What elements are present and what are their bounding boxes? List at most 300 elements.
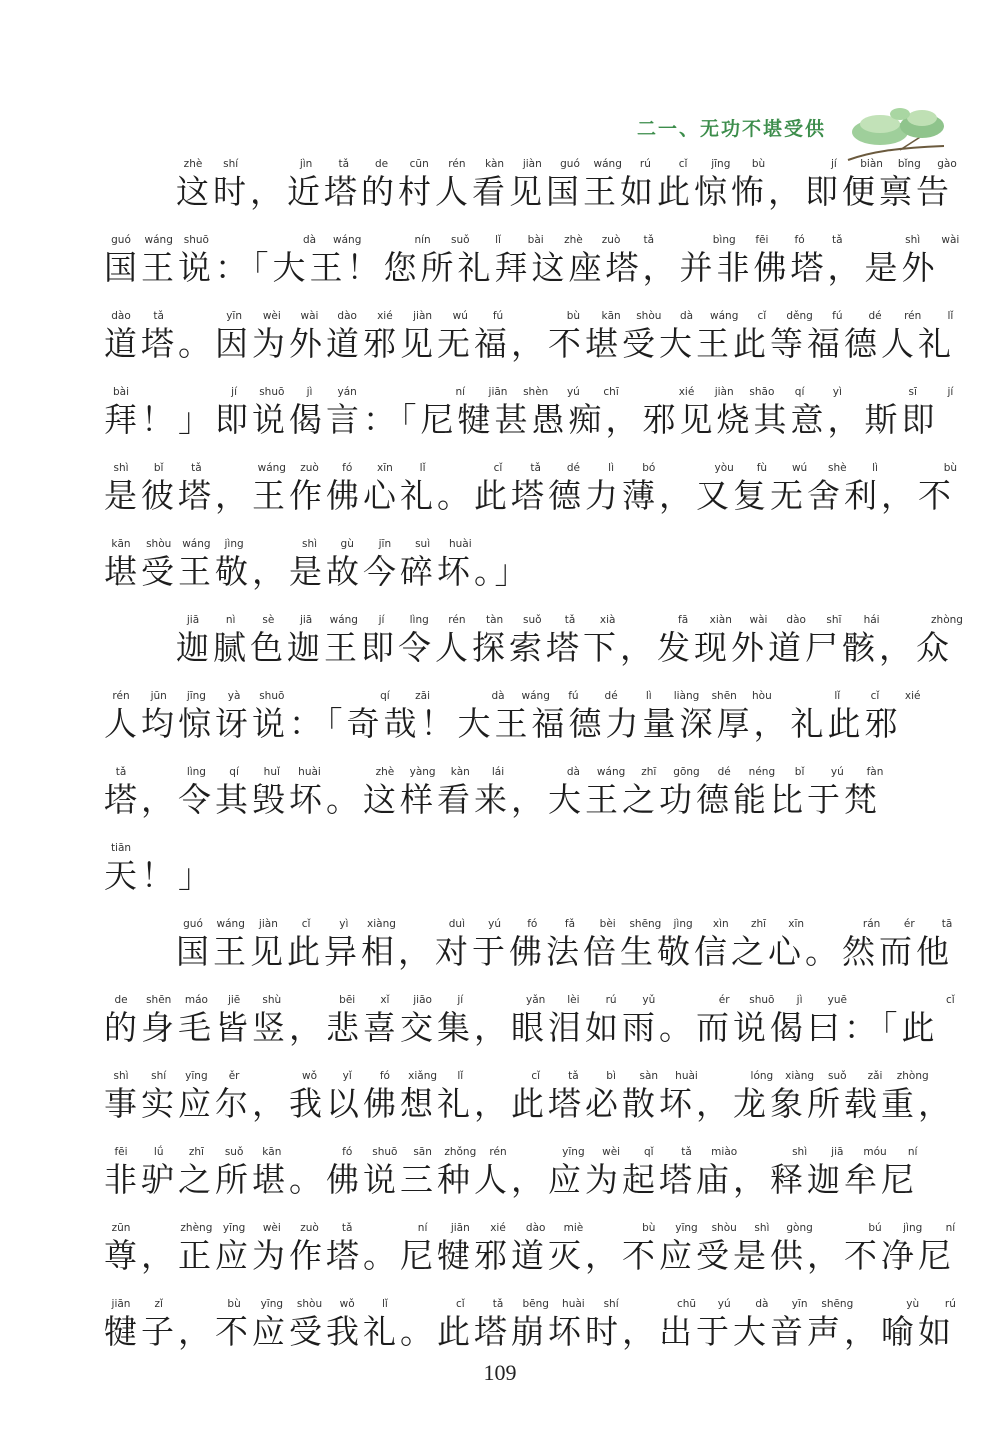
pinyin-syllable: xié xyxy=(904,690,921,702)
pinyin-syllable: zūn xyxy=(111,1222,131,1234)
pinyin-syllable: zuò xyxy=(601,234,621,246)
pinyin-syllable: bǐ xyxy=(794,766,805,778)
pinyin-syllable: zhī xyxy=(750,918,767,930)
text-line xyxy=(104,454,958,530)
pinyin-syllable: fǎ xyxy=(564,918,576,930)
pinyin-syllable: rén xyxy=(489,1146,507,1158)
pinyin-syllable: fú xyxy=(832,310,843,322)
pinyin-syllable: shuō xyxy=(259,690,285,702)
page-number: 109 xyxy=(483,1360,517,1385)
pinyin-syllable: fó xyxy=(342,462,353,474)
pinyin-syllable: cǐ xyxy=(301,918,311,930)
pinyin-syllable: lóng xyxy=(750,1070,774,1082)
pinyin-syllable: ér xyxy=(903,918,915,930)
pinyin-syllable: dào xyxy=(337,310,357,322)
chinese-text: 天！」 xyxy=(104,856,215,895)
pinyin-syllable: bēng xyxy=(522,1298,549,1310)
pinyin-syllable: yú xyxy=(830,766,844,778)
pinyin-row xyxy=(104,234,960,248)
pinyin-syllable: yà xyxy=(227,690,241,702)
pinyin-syllable: qí xyxy=(380,690,390,702)
pinyin-syllable: jí xyxy=(947,386,954,398)
pinyin-syllable: ní xyxy=(945,1222,956,1234)
pinyin-syllable: xiǎng xyxy=(408,1070,438,1082)
pinyin-syllable: tǎ xyxy=(338,158,350,170)
pinyin-syllable: huài xyxy=(298,766,321,778)
pinyin-syllable: suǒ xyxy=(224,1146,244,1158)
pinyin-syllable: shì xyxy=(113,462,129,474)
pinyin-syllable: wài xyxy=(749,614,768,626)
pinyin-syllable: xiàn xyxy=(709,614,732,626)
pinyin-syllable: yú xyxy=(488,918,502,930)
pinyin-syllable: fó xyxy=(342,1146,353,1158)
pinyin-syllable: yīng xyxy=(260,1298,284,1310)
pinyin-syllable: jīng xyxy=(711,158,731,170)
pinyin-syllable: jiàn xyxy=(714,386,734,398)
pinyin-syllable: lìng xyxy=(409,614,429,626)
pinyin-syllable: rú xyxy=(944,1298,956,1310)
pinyin-syllable: lèi xyxy=(567,994,580,1006)
pinyin-syllable: wáng xyxy=(596,766,626,778)
pinyin-syllable: bǐ xyxy=(153,462,164,474)
pinyin-syllable: zhī xyxy=(641,766,657,778)
pinyin-syllable: xiàng xyxy=(367,918,396,930)
pinyin-row xyxy=(104,462,958,476)
pinyin-syllable: hái xyxy=(863,614,880,626)
pinyin-syllable: gōng xyxy=(673,766,700,778)
pinyin-syllable: shēng xyxy=(629,918,662,930)
pinyin-syllable: dà xyxy=(491,690,505,702)
pinyin-syllable: wèi xyxy=(262,1222,281,1234)
pinyin-syllable: shí xyxy=(151,1070,167,1082)
pinyin-syllable: shì xyxy=(792,1146,808,1158)
pinyin-syllable: jìng xyxy=(673,918,693,930)
pinyin-syllable: lái xyxy=(491,766,505,778)
pinyin-syllable: zǐ xyxy=(154,1298,163,1310)
pinyin-syllable: jiān xyxy=(111,1298,131,1310)
pinyin-syllable: kàn xyxy=(450,766,470,778)
pinyin-syllable: rén xyxy=(904,310,922,322)
pinyin-syllable: chū xyxy=(676,1298,697,1310)
pinyin-syllable: bù xyxy=(566,310,581,322)
pinyin-syllable: yīng xyxy=(675,1222,698,1234)
pinyin-syllable: lǐ xyxy=(495,234,501,246)
pinyin-syllable: wài xyxy=(300,310,319,322)
pinyin-syllable: guó xyxy=(111,234,131,246)
pinyin-syllable: dé xyxy=(868,310,882,322)
pinyin-syllable: shí xyxy=(223,158,239,170)
pinyin-syllable: de xyxy=(374,158,389,170)
pinyin-syllable: kān xyxy=(111,538,131,550)
pinyin-syllable: dé xyxy=(566,462,580,474)
text-line xyxy=(104,378,954,454)
pinyin-syllable: dào xyxy=(786,614,806,626)
pinyin-syllable: tiān xyxy=(110,842,132,854)
pinyin-syllable: tā xyxy=(941,918,953,930)
text-line xyxy=(104,1290,956,1366)
chapter-title: 二一、无功不堪受供 xyxy=(636,118,826,140)
pinyin-syllable: lǐ xyxy=(381,1298,388,1310)
pinyin-syllable: cǐ xyxy=(455,1298,465,1310)
pinyin-syllable: wáng xyxy=(182,538,211,550)
pinyin-syllable: shè xyxy=(828,462,847,474)
chinese-text: 非驴之所堪。佛说三种人，应为起塔庙，释迦牟尼 xyxy=(104,1160,918,1199)
pinyin-syllable: fó xyxy=(527,918,538,930)
pinyin-syllable: shòu xyxy=(146,538,172,550)
text-line xyxy=(104,1214,956,1290)
chinese-text: 这时，近塔的村人看见国王如此惊怖，即便禀告 xyxy=(176,172,953,211)
pinyin-syllable: wáng xyxy=(710,310,739,322)
pinyin-syllable: wèi xyxy=(602,1146,621,1158)
pinyin-syllable: jiā xyxy=(299,614,313,626)
body-text xyxy=(104,150,963,1366)
pinyin-syllable: dà xyxy=(302,234,317,246)
pinyin-syllable: de xyxy=(114,994,128,1006)
pinyin-syllable: shuō xyxy=(183,234,209,246)
pinyin-syllable: sàn xyxy=(639,1070,659,1082)
pinyin-syllable: huài xyxy=(448,538,472,550)
pinyin-syllable: rán xyxy=(862,918,881,930)
pinyin-syllable: lì xyxy=(872,462,878,474)
pinyin-syllable: shì xyxy=(301,538,318,550)
pinyin-syllable: shèn xyxy=(523,386,549,398)
pinyin-syllable: wú xyxy=(452,310,468,322)
pinyin-syllable: tǎ xyxy=(681,1146,692,1158)
chinese-text: 是彼塔，王作佛心礼。此塔德力薄，又复无舍利，不 xyxy=(104,476,955,515)
pinyin-syllable: kàn xyxy=(485,158,505,170)
pinyin-syllable: xié xyxy=(377,310,393,322)
pinyin-row xyxy=(104,1298,956,1312)
pinyin-syllable: shī xyxy=(826,614,842,626)
pinyin-syllable: rén xyxy=(448,158,466,170)
pinyin-syllable: zhèng xyxy=(180,1222,213,1234)
pinyin-syllable: rén xyxy=(112,690,130,702)
pinyin-syllable: suì xyxy=(415,538,431,550)
chinese-text: 塔，令其毁坏。这样看来，大王之功德能比于梵 xyxy=(104,780,881,819)
pinyin-syllable: kān xyxy=(601,310,621,322)
pinyin-syllable: yú xyxy=(717,1298,731,1310)
pinyin-syllable: tǎ xyxy=(492,1298,504,1310)
pinyin-syllable: tǎ xyxy=(191,462,202,474)
pinyin-syllable: cǐ xyxy=(757,310,767,322)
pinyin-syllable: sī xyxy=(908,386,917,398)
text-line xyxy=(104,530,896,606)
chinese-text: 道塔。因为外道邪见无福，不堪受大王此等福德人礼 xyxy=(104,324,955,363)
pinyin-syllable: dà xyxy=(679,310,694,322)
pinyin-syllable: děng xyxy=(786,310,813,322)
pinyin-syllable: xié xyxy=(678,386,695,398)
pinyin-syllable: jūn xyxy=(150,690,167,702)
pinyin-syllable: bìng xyxy=(712,234,736,246)
pinyin-syllable: dé xyxy=(717,766,731,778)
pinyin-syllable: wáng xyxy=(144,234,173,246)
pinyin-syllable: tàn xyxy=(485,614,504,626)
pinyin-syllable: nín xyxy=(414,234,431,246)
pinyin-syllable: gào xyxy=(937,158,957,170)
pinyin-syllable: dà xyxy=(566,766,580,778)
pinyin-syllable: cǐ xyxy=(946,994,955,1006)
pinyin-syllable: zhè xyxy=(183,158,203,170)
pinyin-syllable: ní xyxy=(907,1146,918,1158)
pinyin-syllable: zāi xyxy=(415,690,431,702)
text-line xyxy=(104,834,896,910)
text-line xyxy=(104,758,896,834)
pinyin-syllable: zuò xyxy=(300,462,319,474)
pinyin-syllable: guó xyxy=(560,158,580,170)
pinyin-syllable: zhòng xyxy=(896,1070,929,1082)
text-line xyxy=(104,150,957,226)
pinyin-syllable: máo xyxy=(184,994,208,1006)
pinyin-syllable: jí xyxy=(830,158,837,170)
pinyin-syllable: jiān xyxy=(450,1222,470,1234)
text-line xyxy=(104,302,955,378)
pinyin-syllable: suǒ xyxy=(451,234,470,246)
pinyin-syllable: yù xyxy=(906,1298,920,1310)
pinyin-row xyxy=(104,310,954,324)
pinyin-syllable: wǒ xyxy=(301,1070,318,1082)
pinyin-syllable: lìng xyxy=(186,766,206,778)
pinyin-syllable: dà xyxy=(755,1298,769,1310)
pinyin-syllable: ní xyxy=(455,386,466,398)
pinyin-syllable: shēn xyxy=(711,690,737,702)
text-line xyxy=(104,682,921,758)
pinyin-syllable: jìn xyxy=(299,158,313,170)
pinyin-syllable: jiē xyxy=(227,994,241,1006)
pinyin-syllable: xǐ xyxy=(380,994,390,1006)
pinyin-syllable: ní xyxy=(417,1222,428,1234)
pinyin-syllable: wáng xyxy=(333,234,362,246)
pinyin-syllable: wáng xyxy=(593,158,622,170)
pinyin-syllable: miào xyxy=(711,1146,738,1158)
pinyin-syllable: dào xyxy=(525,1222,546,1234)
pinyin-syllable: bēi xyxy=(339,994,356,1006)
pinyin-syllable: yīng xyxy=(562,1146,585,1158)
pinyin-syllable: lǘ xyxy=(153,1146,164,1158)
pinyin-syllable: ér xyxy=(718,994,730,1006)
pinyin-syllable: lǐ xyxy=(419,462,426,474)
pinyin-syllable: huǐ xyxy=(263,766,280,778)
pinyin-syllable: rú xyxy=(639,158,651,170)
pinyin-syllable: xīn xyxy=(376,462,393,474)
chinese-text: 尊，正应为作塔。尼犍邪道灭，不应受是供，不净尼 xyxy=(104,1236,955,1275)
pinyin-syllable: xià xyxy=(599,614,616,626)
pinyin-syllable: liàng xyxy=(673,690,700,702)
pinyin-syllable: shì xyxy=(905,234,921,246)
pinyin-syllable: fēi xyxy=(114,1146,128,1158)
pinyin-row xyxy=(104,690,921,704)
pinyin-syllable: jiàn xyxy=(258,918,278,930)
pinyin-syllable: jí xyxy=(231,386,238,398)
pinyin-syllable: rén xyxy=(448,614,466,626)
pinyin-syllable: jiāo xyxy=(413,994,432,1006)
pinyin-syllable: jīng xyxy=(186,690,206,702)
pinyin-syllable: dé xyxy=(604,690,618,702)
pinyin-syllable: wáng xyxy=(216,918,245,930)
text-line xyxy=(104,1062,955,1138)
pinyin-syllable: shēn xyxy=(146,994,172,1006)
pinyin-syllable: shì xyxy=(754,1222,770,1234)
chinese-text: 事实应尔，我以佛想礼，此塔必散坏，龙象所载重， xyxy=(104,1084,955,1123)
pinyin-syllable: ěr xyxy=(228,1070,240,1082)
chinese-text: 国王见此异相，对于佛法倍生敬信之心。然而他 xyxy=(176,932,953,971)
pinyin-syllable: fēi xyxy=(755,234,769,246)
chinese-text: 堪受王敬，是故今碎坏。」 xyxy=(104,552,532,591)
pinyin-syllable: nì xyxy=(225,614,236,626)
pinyin-syllable: wèi xyxy=(262,310,281,322)
pinyin-syllable: néng xyxy=(748,766,776,778)
pinyin-syllable: zǎi xyxy=(867,1070,883,1082)
pinyin-syllable: qǐ xyxy=(644,1146,654,1158)
pinyin-syllable: xīn xyxy=(788,918,805,930)
pinyin-syllable: qí xyxy=(229,766,239,778)
pinyin-syllable: cǐ xyxy=(678,158,688,170)
pinyin-syllable: yàng xyxy=(409,766,436,778)
pinyin-syllable: lǐ xyxy=(947,310,954,322)
pinyin-syllable: fó xyxy=(794,234,805,246)
pinyin-syllable: biàn xyxy=(860,158,883,170)
pinyin-syllable: bài xyxy=(112,386,130,398)
pinyin-syllable: wáng xyxy=(257,462,286,474)
pinyin-syllable: tǎ xyxy=(832,234,843,246)
pinyin-syllable: xìn xyxy=(712,918,729,930)
pinyin-syllable: wú xyxy=(791,462,808,474)
pinyin-syllable: bù xyxy=(751,158,766,170)
pinyin-syllable: bù xyxy=(642,1222,656,1234)
pinyin-syllable: bó xyxy=(642,462,656,474)
pinyin-syllable: jì xyxy=(306,386,313,398)
chinese-text: 人均惊讶说：「奇哉！大王福德力量深厚，礼此邪 xyxy=(104,704,902,743)
pinyin-syllable: cǐ xyxy=(870,690,880,702)
pinyin-syllable: shēng xyxy=(821,1298,854,1310)
pinyin-syllable: cǐ xyxy=(531,1070,541,1082)
pinyin-syllable: huài xyxy=(562,1298,585,1310)
pinyin-row xyxy=(104,918,953,932)
pinyin-syllable: yǔ xyxy=(642,994,656,1006)
pinyin-syllable: yì xyxy=(832,386,842,398)
pinyin-syllable: jiā xyxy=(186,614,200,626)
pinyin-syllable: fú xyxy=(492,310,504,322)
text-line xyxy=(104,606,963,682)
pinyin-row xyxy=(104,386,954,400)
pinyin-syllable: wài xyxy=(941,234,960,246)
pinyin-syllable: qí xyxy=(794,386,805,398)
pinyin-syllable: tǎ xyxy=(341,1222,353,1234)
pinyin-syllable: kān xyxy=(262,1146,282,1158)
pinyin-syllable: gù xyxy=(340,538,354,550)
pinyin-syllable: shòu xyxy=(636,310,662,322)
pinyin-syllable: shuō xyxy=(259,386,285,398)
pinyin-syllable: duì xyxy=(448,918,466,930)
pinyin-syllable: lì xyxy=(608,462,615,474)
pinyin-row xyxy=(104,614,963,628)
pinyin-syllable: yīng xyxy=(185,1070,208,1082)
pinyin-syllable: fù xyxy=(756,462,768,474)
pinyin-syllable: lǐ xyxy=(457,1070,464,1082)
pinyin-syllable: yú xyxy=(566,386,580,398)
pinyin-syllable: shù xyxy=(262,994,282,1006)
pinyin-syllable: yòu xyxy=(714,462,734,474)
pinyin-syllable: shòu xyxy=(296,1298,323,1310)
pinyin-row xyxy=(104,1222,956,1236)
pinyin-syllable: suǒ xyxy=(828,1070,847,1082)
pinyin-syllable: jì xyxy=(796,994,803,1006)
pinyin-row xyxy=(104,1146,918,1160)
pinyin-syllable: tǎ xyxy=(115,766,127,778)
pinyin-syllable: zhǒng xyxy=(444,1146,477,1158)
pinyin-syllable: yǎn xyxy=(526,994,546,1006)
pinyin-syllable: shòu xyxy=(711,1222,737,1234)
pinyin-syllable: jiàn xyxy=(522,158,542,170)
pinyin-syllable: wǒ xyxy=(339,1298,355,1310)
pinyin-syllable: yuē xyxy=(827,994,847,1006)
pinyin-syllable: zuò xyxy=(300,1222,319,1234)
pinyin-syllable: yǐ xyxy=(342,1070,352,1082)
pinyin-syllable: cūn xyxy=(409,158,429,170)
pinyin-syllable: tǎ xyxy=(530,462,541,474)
pinyin-syllable: fā xyxy=(678,614,689,626)
pinyin-syllable: jīn xyxy=(378,538,392,550)
pinyin-syllable: bù xyxy=(943,462,958,474)
pinyin-syllable: sè xyxy=(262,614,275,626)
pinyin-syllable: tǎ xyxy=(568,1070,579,1082)
pinyin-syllable: rú xyxy=(605,994,617,1006)
pinyin-syllable: shì xyxy=(113,1070,129,1082)
pinyin-syllable: fú xyxy=(568,690,579,702)
pinyin-syllable: guó xyxy=(183,918,203,930)
pinyin-syllable: huài xyxy=(675,1070,698,1082)
pinyin-syllable: gòng xyxy=(786,1222,813,1234)
pinyin-row xyxy=(104,158,957,172)
pinyin-syllable: zhī xyxy=(188,1146,204,1158)
pinyin-syllable: bù xyxy=(227,1298,241,1310)
pinyin-syllable: miè xyxy=(563,1222,584,1234)
pinyin-syllable: fàn xyxy=(866,766,884,778)
pinyin-syllable: móu xyxy=(863,1146,887,1158)
pinyin-syllable: jìng xyxy=(224,538,244,550)
pinyin-syllable: wáng xyxy=(521,690,550,702)
pinyin-row xyxy=(104,766,896,780)
pinyin-syllable: dào xyxy=(111,310,131,322)
pinyin-syllable: jìng xyxy=(903,1222,923,1234)
pinyin-syllable: yīn xyxy=(226,310,242,322)
pinyin-syllable: chī xyxy=(603,386,619,398)
pinyin-syllable: shuō xyxy=(749,994,775,1006)
pinyin-row xyxy=(104,1070,929,1084)
pinyin-syllable: wáng xyxy=(329,614,358,626)
pinyin-syllable: yán xyxy=(337,386,357,398)
pinyin-syllable: tǎ xyxy=(153,310,164,322)
pinyin-syllable: bì xyxy=(606,1070,616,1082)
pinyin-syllable: xiàng xyxy=(785,1070,815,1082)
chinese-text: 拜！」即说偈言：「尼犍甚愚痴，邪见烧其意，斯即 xyxy=(104,400,939,439)
pinyin-row xyxy=(104,538,896,552)
pinyin-syllable: bài xyxy=(527,234,544,246)
pinyin-syllable: shāo xyxy=(749,386,775,398)
pinyin-row xyxy=(104,994,955,1008)
chinese-text: 迦腻色迦王即令人探索塔下，发现外道尸骸，众 xyxy=(176,628,953,667)
pinyin-syllable: zhè xyxy=(375,766,395,778)
pinyin-syllable: jiā xyxy=(831,1146,844,1158)
pinyin-syllable: shí xyxy=(603,1298,619,1310)
pinyin-syllable: bèi xyxy=(599,918,616,930)
pinyin-syllable: bú xyxy=(868,1222,882,1234)
text-line xyxy=(104,910,953,986)
pinyin-syllable: lǐ xyxy=(834,690,841,702)
pinyin-syllable: suǒ xyxy=(523,614,542,626)
pinyin-row xyxy=(104,842,896,856)
pinyin-syllable: sān xyxy=(413,1146,432,1158)
pinyin-syllable: yīn xyxy=(791,1298,808,1310)
